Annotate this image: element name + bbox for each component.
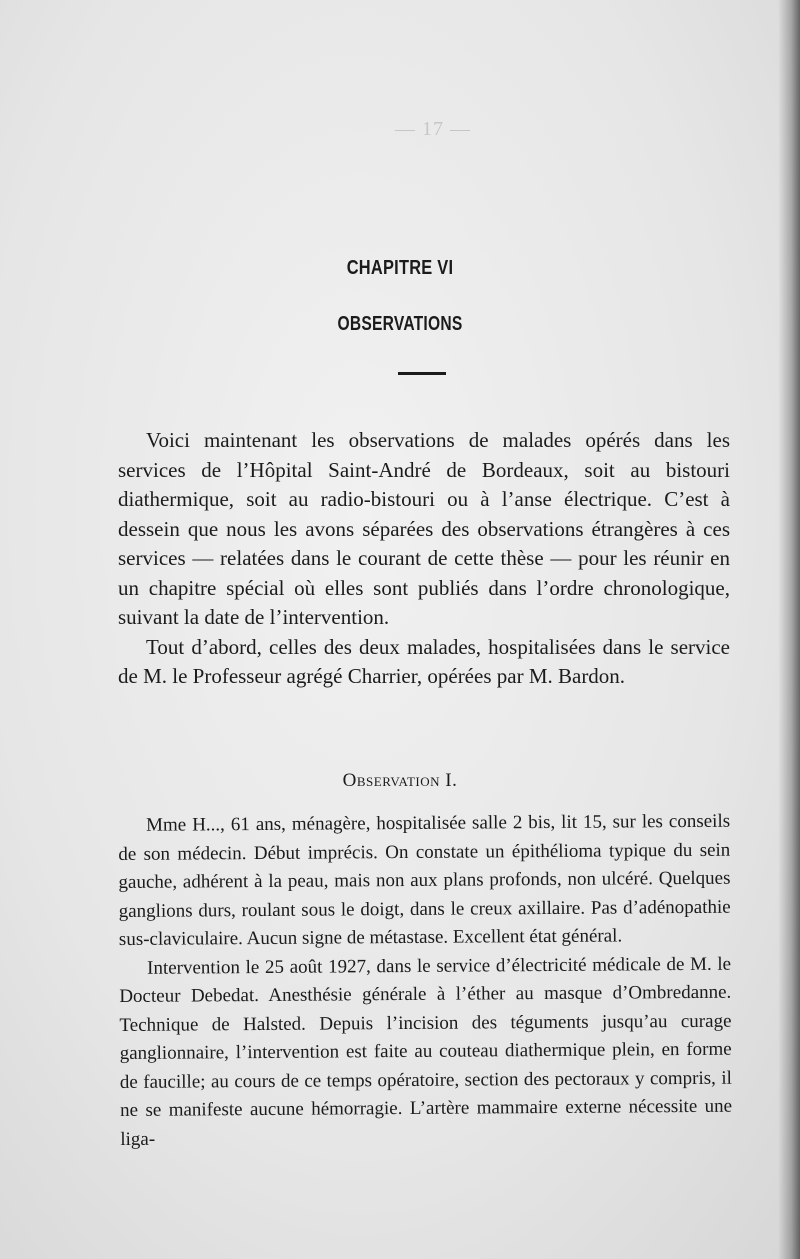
observation-text xyxy=(118,808,732,1154)
observation-paragraph: Intervention le 25 août 1927, dans le service d’électricité médicale de M. le Docteur Debedat. Anesthésie générale à l’éther au masque d’Ombredanne. Technique de Halsted. Depuis l’incision des téguments jusqu’au curage ganglionnaire, l’intervention est faite au couteau diathermique plein, en forme de faucille; au cours de ce temps opératoire, section des pectoraux y compris, il ne se manifeste aucune hémorragie. L’artère mammaire externe nécessite une liga- xyxy=(119,953,733,1150)
page-edge-shadow xyxy=(778,0,800,1259)
page-number: — 17 — xyxy=(395,118,471,140)
intro-text xyxy=(118,426,730,692)
chapter-subtitle: OBSERVATIONS xyxy=(337,313,463,335)
title-rule xyxy=(398,372,446,375)
chapter-title: CHAPITRE VI xyxy=(346,257,454,279)
observation-heading: Observation I. xyxy=(342,770,458,791)
intro-paragraph: Tout d’abord, celles des deux malades, hospitalisées dans le service de M. le Professeur agrégé Charrier, opérées par M. Bardon. xyxy=(118,634,730,688)
intro-paragraph: Voici maintenant les observations de malades opérés dans les services de l’Hôpital Saint-André de Bordeaux, soit au bistouri diathermique, soit au radio-bistouri ou à l’anse électrique. C’est à dessein que nous les avons séparées des observations étrangères à ces services — relatées dans le courant de cette thèse — pour les réunir en un chapitre spécial où elles sont publiés dans l’ordre chronologique, suivant la date de l’intervention. xyxy=(118,428,730,629)
observation-paragraph: Mme H..., 61 ans, ménagère, hospitalisée salle 2 bis, lit 15, sur les conseils de son médecin. Début imprécis. On constate un épithélioma typique du sein gauche, adhérent à la peau, mais non aux plans profonds, non ulcéré. Quelques ganglions durs, roulant sous le doigt, dans le creux axillaire. Pas d’adénopathie sus-claviculaire. Aucun signe de métastase. Excellent état général. xyxy=(118,810,731,950)
